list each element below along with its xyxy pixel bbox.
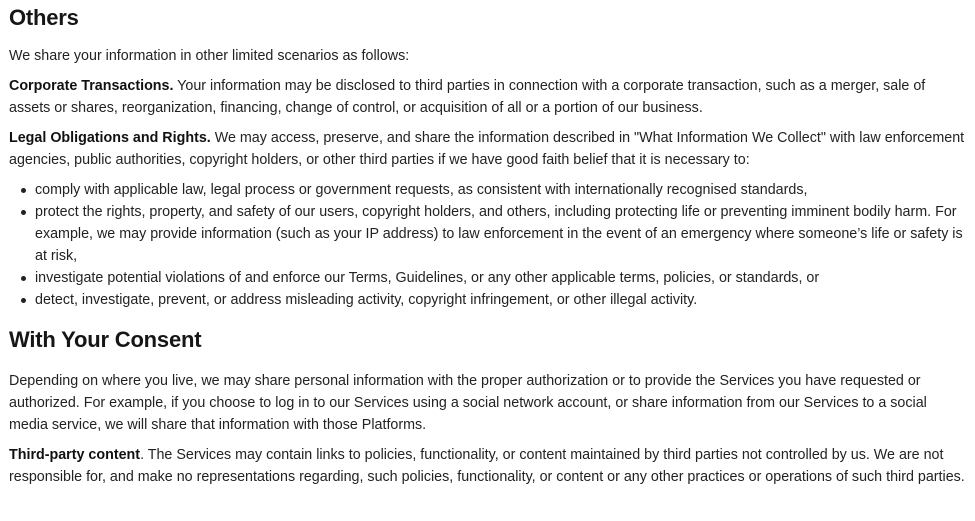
- corporate-transactions-label: Corporate Transactions.: [9, 78, 174, 95]
- corporate-transactions-text: Your information may be disclosed to third parties in connection with a corporate transaction, such as a merger, sale of assets or shares, reorganization, financing, change of control, or acquisition of all or a portion of our business.: [9, 78, 926, 117]
- list-item: comply with applicable law, legal process or government requests, as consistent with internationally recognised standards,: [9, 179, 971, 201]
- third-party-content-paragraph: [9, 444, 975, 488]
- legal-bullet-list: [9, 179, 971, 311]
- others-intro: We share your information in other limited scenarios as follows:: [9, 48, 410, 65]
- list-item: protect the rights, property, and safety of our users, copyright holders, and others, including protecting life or preventing imminent bodily harm. For example, we may provide information (such as your IP address) to law enforcement in the event of an emergency where someone’s life or safety is at risk,: [9, 201, 971, 267]
- section-heading-with-your-consent: With Your Consent: [9, 327, 202, 353]
- list-item: detect, investigate, prevent, or address misleading activity, copyright infringement, or other illegal activity.: [9, 289, 971, 311]
- legal-obligations-label: Legal Obligations and Rights.: [9, 130, 211, 147]
- corporate-transactions-paragraph: [9, 75, 969, 119]
- section-heading-others: Others: [9, 5, 79, 30]
- third-party-content-text: . The Services may contain links to policies, functionality, or content maintained by third parties not controlled by us. We are not responsible for, and make no representations regarding, such policies, functionality, or content or any other practices or operations of such third parties.: [9, 446, 965, 485]
- legal-obligations-paragraph: [9, 127, 975, 171]
- legal-obligations-text: We may access, preserve, and share the information described in "What Information We Collect" with law enforcement agencies, public authorities, copyright holders, or other third parties if we have good faith belief that it is necessary to:: [9, 130, 965, 169]
- policy-document: [9, 0, 975, 488]
- list-item: investigate potential violations of and enforce our Terms, Guidelines, or any other applicable terms, policies, or standards, or: [9, 267, 971, 289]
- third-party-content-label: Third-party content: [9, 446, 141, 463]
- consent-paragraph: Depending on where you live, we may share personal information with the proper authorization or to provide the Services you have requested or authorized. For example, if you choose to log in to our Services using a social network account, or share information from our Services to a social media service, we will share that information with those Platforms.: [9, 372, 927, 433]
